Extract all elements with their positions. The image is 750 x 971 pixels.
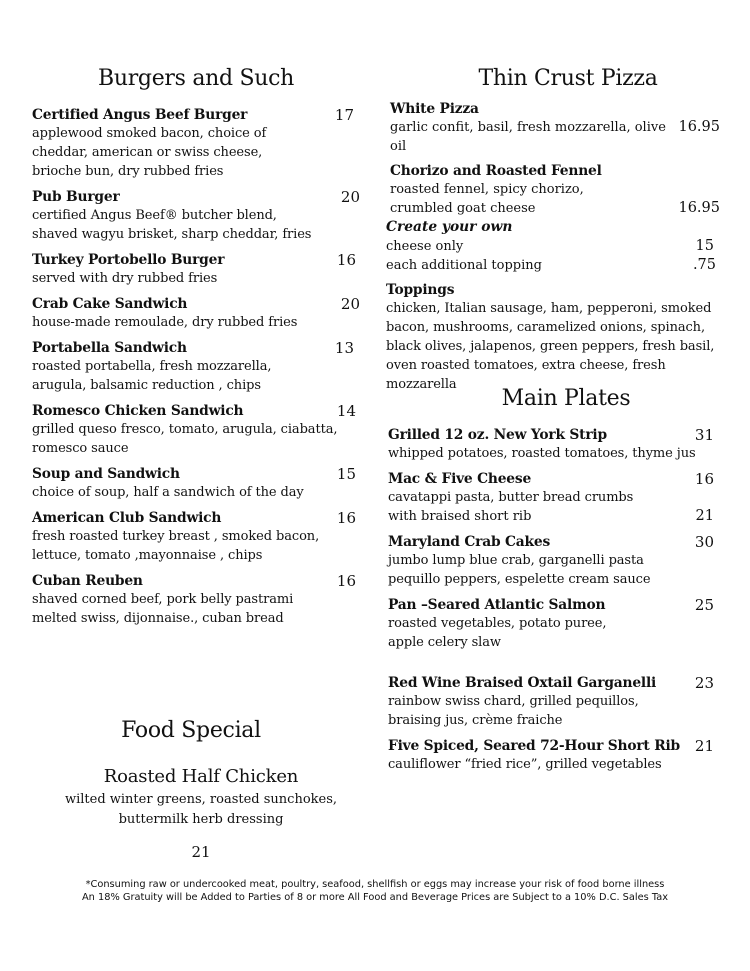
- menu-item: [32, 106, 360, 181]
- item-desc: cheese only: [386, 239, 464, 254]
- menu-item: [32, 295, 360, 332]
- item-price: 16: [336, 572, 356, 590]
- item-name: Five Spiced, Seared 72-Hour Short Rib: [388, 738, 680, 754]
- item-price: 16.95: [678, 119, 720, 135]
- item-name: Maryland Crab Cakes: [388, 534, 551, 550]
- footer-disclaimer: [0, 878, 750, 904]
- item-name: Red Wine Braised Oxtail Garganelli: [388, 675, 657, 691]
- burgers-section: [32, 64, 360, 628]
- footer-line: *Consuming raw or undercooked meat, poultry, seafood, shellfish or eggs may increase your risk of food borne illness: [85, 879, 665, 890]
- item-desc: apple celery slaw: [388, 635, 501, 650]
- burgers-title: Burgers and Such: [97, 66, 295, 91]
- item-desc: melted swiss, dijonnaise., cuban bread: [32, 611, 284, 626]
- item-desc: shaved corned beef, pork belly pastrami: [32, 592, 294, 607]
- special-title: Food Special: [121, 718, 261, 743]
- item-desc: grilled queso fresco, tomato, arugula, ciabatta,: [32, 422, 338, 437]
- item-desc: roasted portabella, fresh mozzarella,: [32, 359, 272, 374]
- item-desc: chicken, Italian sausage, ham, pepperoni, smoked: [386, 301, 712, 316]
- item-price: 15: [695, 238, 714, 254]
- pizza-title: Thin Crust Pizza: [478, 66, 658, 91]
- item-desc: applewood smoked bacon, choice of: [32, 126, 267, 141]
- item-price: 13: [334, 339, 354, 357]
- menu-item: [32, 339, 360, 395]
- item-name: American Club Sandwich: [32, 510, 222, 526]
- item-name: Create your own: [386, 219, 513, 235]
- item-name: Chorizo and Roasted Fennel: [390, 163, 602, 179]
- special-name: Roasted Half Chicken: [103, 766, 299, 787]
- item-price: 15: [336, 465, 356, 483]
- item-desc: roasted vegetables, potato puree,: [388, 616, 607, 631]
- item-desc: brioche bun, dry rubbed fries: [32, 164, 224, 179]
- menu-item: [388, 596, 714, 652]
- main-title: Main Plates: [501, 386, 631, 411]
- item-name: Pan –Seared Atlantic Salmon: [388, 597, 606, 613]
- item-price: 20: [340, 295, 360, 313]
- item-desc: served with dry rubbed fries: [32, 271, 218, 286]
- item-price: 21: [694, 737, 714, 755]
- item-desc: cavatappi pasta, butter bread crumbs: [388, 490, 634, 505]
- item-desc: choice of soup, half a sandwich of the day: [32, 485, 304, 500]
- item-desc: house-made remoulade, dry rubbed fries: [32, 315, 298, 330]
- item-desc: cauliflower “fried rice”, grilled vegetables: [388, 757, 662, 772]
- special-price: 21: [191, 843, 211, 861]
- item-desc: pequillo peppers, espelette cream sauce: [388, 572, 651, 587]
- special-desc: buttermilk herb dressing: [118, 812, 284, 827]
- item-desc: romesco sauce: [32, 441, 129, 456]
- item-desc: shaved wagyu brisket, sharp cheddar, fries: [32, 227, 312, 242]
- menu-item: [390, 100, 720, 156]
- item-price: 20: [340, 188, 360, 206]
- item-name: White Pizza: [390, 101, 479, 117]
- item-desc: cheddar, american or swiss cheese,: [32, 145, 263, 160]
- item-desc: braising jus, crème fraiche: [388, 713, 563, 728]
- item-desc: lettuce, tomato ,mayonnaise , chips: [32, 548, 263, 563]
- item-name: Toppings: [386, 282, 455, 298]
- menu-item: [32, 572, 360, 628]
- menu-item: [388, 674, 714, 730]
- item-name: Cuban Reuben: [32, 573, 143, 589]
- item-desc: roasted fennel, spicy chorizo,: [390, 182, 584, 197]
- item-name: Mac & Five Cheese: [388, 471, 532, 487]
- menu-item: [390, 162, 720, 218]
- item-desc: crumbled goat cheese: [390, 201, 536, 216]
- special-desc: wilted winter greens, roasted sunchokes,: [64, 792, 338, 807]
- item-desc: oven roasted tomatoes, extra cheese, fresh mozzarella: [386, 358, 666, 392]
- item-price: 31: [694, 426, 714, 444]
- item-name: Certified Angus Beef Burger: [32, 107, 248, 123]
- menu-item: [386, 281, 720, 394]
- item-price: .75: [692, 257, 716, 273]
- item-desc: jumbo lump blue crab, garganelli pasta: [388, 553, 644, 568]
- item-name: Pub Burger: [32, 189, 120, 205]
- menu-item: [388, 470, 714, 526]
- item-name: Grilled 12 oz. New York Strip: [388, 427, 607, 443]
- item-price: 16: [694, 470, 714, 488]
- item-price: 16: [336, 509, 356, 527]
- special-section: [32, 716, 380, 862]
- item-desc: certified Angus Beef® butcher blend,: [32, 208, 277, 223]
- menu-item: [388, 737, 714, 774]
- item-price: 16: [336, 251, 356, 269]
- menu-item: [32, 188, 360, 244]
- menu-item: [32, 509, 360, 565]
- item-desc: fresh roasted turkey breast , smoked bacon,: [32, 529, 320, 544]
- item-price: 16.95: [678, 200, 720, 216]
- item-price: 14: [336, 402, 356, 420]
- item-name: Soup and Sandwich: [32, 466, 180, 482]
- pizza-section: [386, 64, 720, 394]
- item-desc: garlic confit, basil, fresh mozzarella, olive oil: [390, 120, 666, 154]
- item-name: Crab Cake Sandwich: [32, 296, 188, 312]
- item-desc: rainbow swiss chard, grilled pequillos,: [388, 694, 639, 709]
- menu-item: [388, 426, 714, 463]
- menu-item: [32, 465, 360, 502]
- item-name: Romesco Chicken Sandwich: [32, 403, 244, 419]
- item-price: 17: [334, 106, 354, 124]
- menu-item: [386, 218, 720, 275]
- item-desc: bacon, mushrooms, caramelized onions, spinach,: [386, 320, 705, 335]
- item-price: 30: [694, 533, 714, 551]
- item-desc: whipped potatoes, roasted tomatoes, thyme jus: [388, 446, 696, 461]
- item-price: 25: [694, 596, 714, 614]
- item-desc: with braised short rib: [388, 509, 532, 524]
- menu-item: [388, 533, 714, 589]
- item-price: 21: [695, 508, 714, 524]
- footer-line: An 18% Gratuity will be Added to Parties of 8 or more All Food and Beverage Prices are Subject to a 10% D.C. Sales Tax: [81, 892, 669, 903]
- menu-item: [32, 251, 360, 288]
- item-desc: arugula, balsamic reduction , chips: [32, 378, 261, 393]
- item-desc: black olives, jalapenos, green peppers, fresh basil,: [386, 339, 715, 354]
- item-name: Portabella Sandwich: [32, 340, 187, 356]
- item-desc: each additional topping: [386, 258, 542, 273]
- menu-item: [32, 402, 360, 458]
- item-name: Turkey Portobello Burger: [32, 252, 225, 268]
- item-price: 23: [694, 674, 714, 692]
- main-plates-section: [388, 384, 714, 774]
